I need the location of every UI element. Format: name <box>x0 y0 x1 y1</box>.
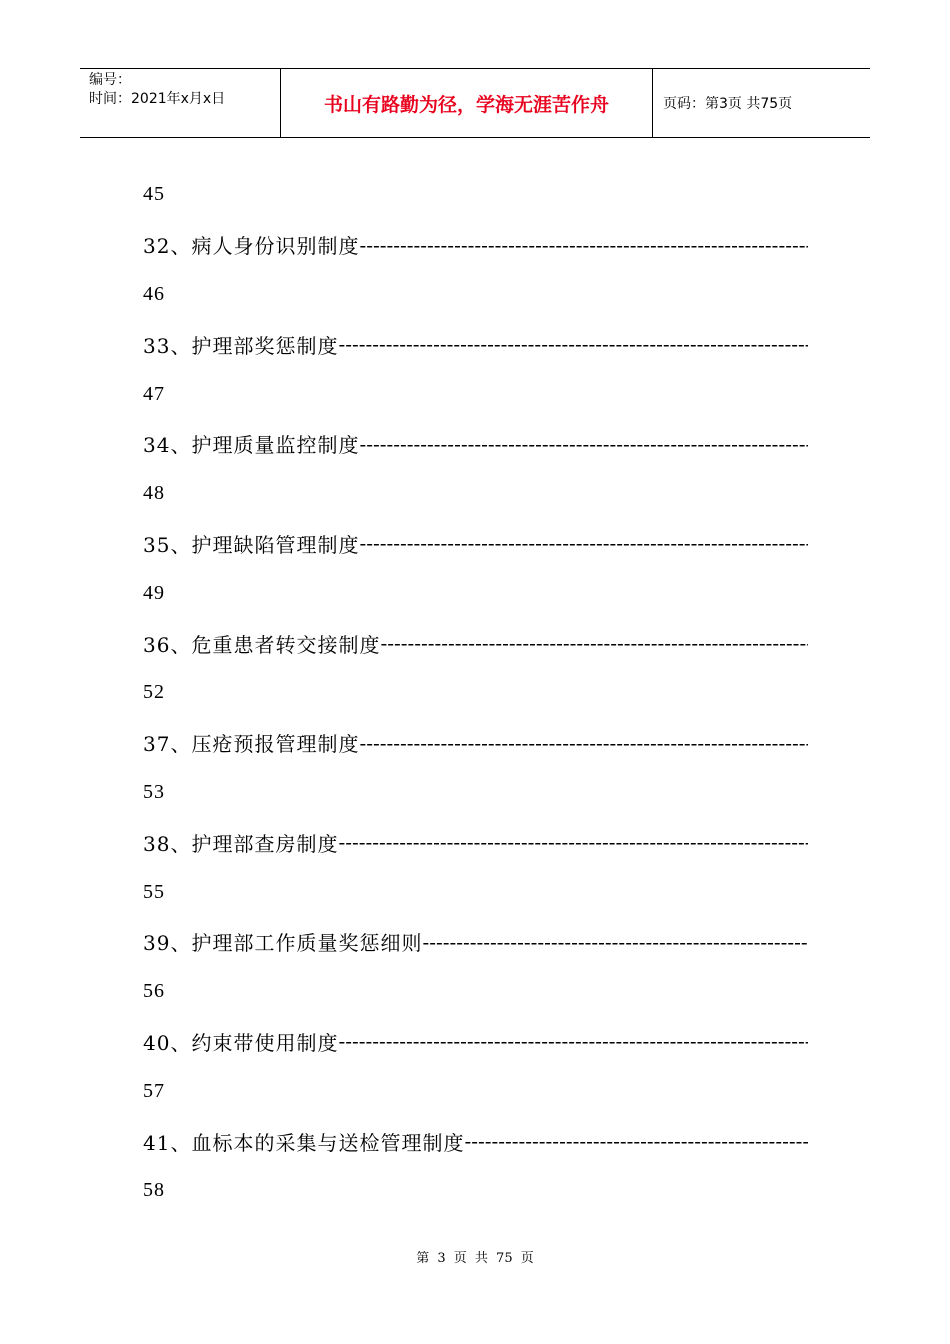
toc-entry <box>143 817 808 867</box>
toc-entry-title: 32、病人身份识别制度 <box>143 234 360 259</box>
toc-entry <box>143 1116 808 1166</box>
toc-page-number <box>143 469 808 519</box>
document-number-label: 编号： <box>89 72 131 88</box>
toc-page-number <box>143 170 808 220</box>
toc-page-number-text: 52 <box>143 681 165 704</box>
table-of-contents <box>143 170 808 1216</box>
page-footer: 第 3 页 共 75 页 <box>416 1251 534 1266</box>
toc-page-number <box>143 668 808 718</box>
header-meta <box>80 69 281 137</box>
page-header <box>80 68 870 138</box>
toc-entry <box>143 917 808 967</box>
toc-page-number-text: 47 <box>143 382 165 405</box>
header-page-code: 页码：第3页 共75页 <box>663 96 793 112</box>
toc-leader-dashes <box>359 731 808 755</box>
toc-entry-title: 39、护理部工作质量奖惩细则 <box>143 931 423 956</box>
toc-page-number-text: 55 <box>143 880 165 903</box>
toc-page-number <box>143 270 808 320</box>
toc-leader-dashes <box>380 631 808 655</box>
toc-page-number <box>143 967 808 1017</box>
toc-entry <box>143 419 808 469</box>
toc-leader-dashes <box>422 930 808 954</box>
toc-leader-dashes <box>338 1029 808 1053</box>
toc-entry <box>143 519 808 569</box>
toc-entry-title: 40、约束带使用制度 <box>143 1030 339 1055</box>
toc-page-number-text: 46 <box>143 282 165 305</box>
toc-entry-title: 37、压疮预报管理制度 <box>143 732 360 757</box>
toc-page-number <box>143 1166 808 1216</box>
toc-entry-title: 35、护理缺陷管理制度 <box>143 532 360 557</box>
document-time-label: 时间：2021年x月x日 <box>89 91 226 107</box>
toc-page-number-text: 45 <box>143 183 165 206</box>
toc-page-number-text: 56 <box>143 980 165 1003</box>
toc-entry-title: 38、护理部查房制度 <box>143 831 339 856</box>
toc-entry <box>143 1017 808 1067</box>
toc-leader-dashes <box>359 233 808 257</box>
toc-entry-title: 36、危重患者转交接制度 <box>143 632 381 657</box>
toc-entry-title: 33、护理部奖惩制度 <box>143 333 339 358</box>
toc-page-number-text: 58 <box>143 1179 165 1202</box>
toc-page-number <box>143 768 808 818</box>
toc-page-number-text: 53 <box>143 780 165 803</box>
toc-page-number-text: 48 <box>143 482 165 505</box>
toc-page-number <box>143 867 808 917</box>
toc-page-number <box>143 1066 808 1116</box>
toc-page-number-text: 57 <box>143 1079 165 1102</box>
toc-leader-dashes <box>359 432 808 456</box>
toc-entry <box>143 319 808 369</box>
toc-leader-dashes <box>338 332 808 356</box>
toc-page-number-text: 49 <box>143 581 165 604</box>
toc-leader-dashes <box>464 1129 808 1153</box>
toc-entry <box>143 220 808 270</box>
toc-entry-title: 41、血标本的采集与送检管理制度 <box>143 1130 465 1155</box>
toc-entry <box>143 718 808 768</box>
toc-leader-dashes <box>359 531 808 555</box>
toc-page-number <box>143 369 808 419</box>
toc-leader-dashes <box>338 830 808 854</box>
toc-entry-title: 34、护理质量监控制度 <box>143 433 360 458</box>
header-motto: 书山有路勤为径，学海无涯苦作舟 <box>281 69 653 137</box>
toc-page-number <box>143 568 808 618</box>
toc-entry <box>143 618 808 668</box>
